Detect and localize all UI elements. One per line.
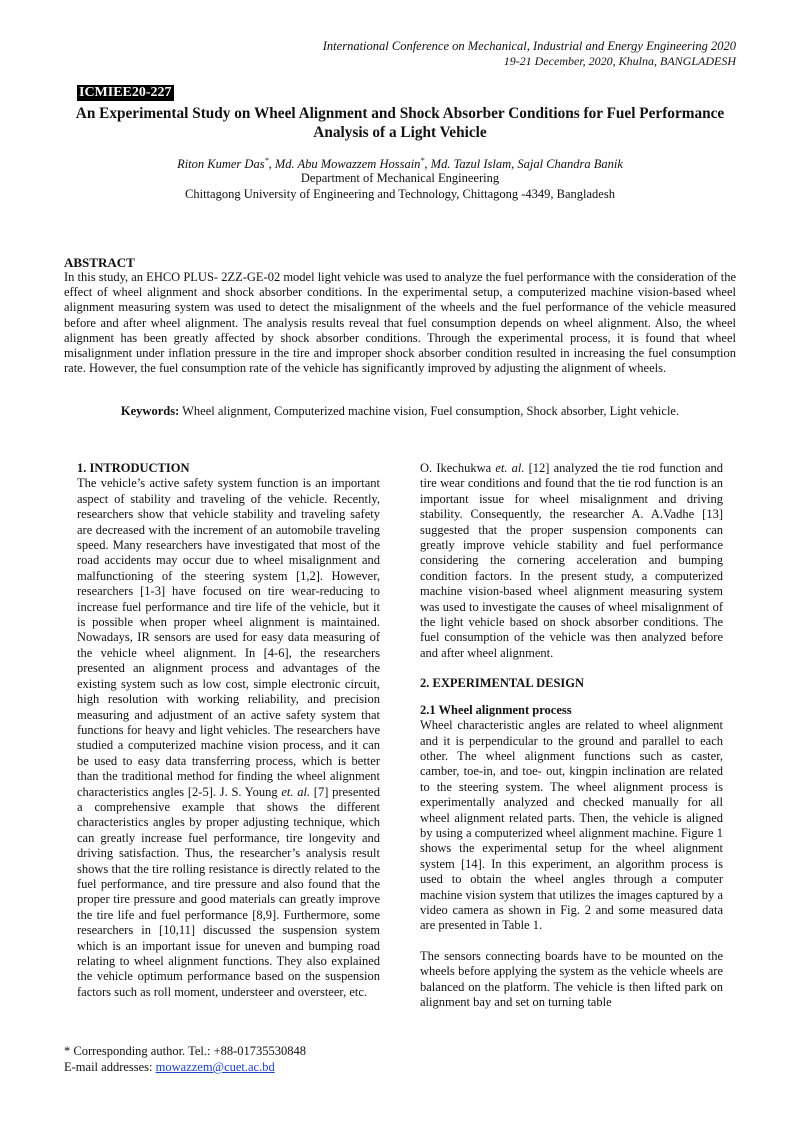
left-column xyxy=(77,461,380,1000)
author-2: , Md. Abu Mowazzem Hossain xyxy=(268,157,421,172)
intro-p2-part-a: O. Ikechukwa xyxy=(420,461,496,475)
keywords-label: Keywords: xyxy=(120,404,180,418)
introduction-heading: 1. INTRODUCTION xyxy=(77,461,190,475)
wheel-alignment-paragraph: Wheel characteristic angles are related to wheel alignment and it is perpendicular to the ground and parallel to each other. The wheel alignment functions such as caster, camber, toe-in, and toe- out, kingpin inclination are related to the steering system. The wheel alignment process is experimentally analyzed and checked manually for all wheel alignment related parts. Then, the vehicle is aligned by using a computerized wheel alignment machine. Figure 1 shows the experimental setup for the wheel alignment system [14]. In this experiment, an algorithm process is used to obtain the wheel angles through a computer machine vision system that utilizes the images captured by a video camera as shown in Fig. 2 and some measured data are presented in Table 1. xyxy=(420,718,723,933)
email-line xyxy=(64,1059,306,1075)
sensors-paragraph: The sensors connecting boards have to be mounted on the wheels before applying the system as the vehicle wheels are balanced on the platform. The vehicle is then lifted park on alignment bay and set on turning table xyxy=(420,948,723,1009)
university: Chittagong University of Engineering and Technology, Chittagong -4349, Bangladesh xyxy=(185,187,615,201)
conference-name: International Conference on Mechanical, Industrial and Energy Engineering 2020 xyxy=(322,39,736,53)
keywords-list: Wheel alignment, Computerized machine vision, Fuel consumption, Shock absorber, Light vehicle. xyxy=(179,404,680,418)
corresponding-mark-1: * xyxy=(264,156,269,165)
introduction-paragraph-2 xyxy=(420,461,723,661)
author-1: Riton Kumer Das xyxy=(177,157,265,172)
intro-p2-etal: et. al. xyxy=(495,461,525,475)
department: Department of Mechanical Engineering xyxy=(300,171,500,185)
intro-text-part-b: [7] presented a comprehensive example that shows the different characteristics angles by proper adjusting technique, which can greatly increase fuel performance, tire longevity and driving satisfaction. Thus, the researcher’s analysis result shows that the tire rolling resistance is directly related to the fuel performance, and tire pressure and also found that the proper tire pressure and good materials can greatly improve the tire life and fuel performance [8,9]. Furthermore, some researchers in [10,11] discussed the suspension system which is an important issue for uneven and bumping road relating to wheel alignment functions. They also explained the vehicle optimum performance based on the suspension factors such as roll moment, understeer and oversteer, etc. xyxy=(77,784,380,999)
other-authors: , Md. Tazul Islam, Sajal Chandra Banik xyxy=(424,157,623,172)
intro-etal: et. al. xyxy=(281,784,311,799)
conference-date-place: 19-21 December, 2020, Khulna, BANGLADESH xyxy=(503,54,736,68)
abstract-text: In this study, an EHCO PLUS- 2ZZ-GE-02 model light vehicle was used to analyze the fuel performance with the consideration of the effect of wheel alignment and shock absorber conditions. In the experimental setup, a computerized machine vision-based wheel alignment measuring system was used to detect the misalignment of the wheels and the fuel performance of the vehicle measured before and after wheel alignment. The analysis results reveal that fuel consumption depends on wheel alignment. Also, the wheel alignment has been greatly affected by shock absorber conditions. Through the experimental process, it is found that wheel misalignment under inflation pressure in the tire and improper shock absorber condition resulted in increasing the fuel consumption rate. However, the fuel consumption rate of the vehicle has significantly improved by adjusting the alignment of wheels. xyxy=(64,270,736,376)
email-link[interactable]: mowazzem@cuet.ac.bd xyxy=(155,1060,275,1074)
footnote xyxy=(64,1043,306,1075)
introduction-paragraph-1 xyxy=(77,476,380,1000)
corresponding-author-note: * Corresponding author. Tel.: +88-01735530848 xyxy=(64,1044,307,1058)
email-label: E-mail addresses: xyxy=(64,1060,156,1074)
abstract-heading: ABSTRACT xyxy=(64,255,135,270)
paper-id-badge: ICMIEE20-227 xyxy=(79,85,172,100)
keywords xyxy=(64,403,736,419)
intro-p2-part-b: [12] analyzed the tie rod function and tire wear conditions and found that the tie rod function is an important issue for wheel misalignment and driving stability. Consequently, the researcher A. A.Vadhe [13] suggested that the proper suspension components can greatly improve vehicle stability and fuel performance considering the cornering acceleration and bumping condition factors. In the present study, a computerized machine vision-based wheel alignment measuring system was used to investigate the causes of wheel misalignment of the light vehicle based on shock absorber conditions. The fuel consumption of the vehicle was then analyzed before and after wheel alignment. xyxy=(420,461,723,660)
experimental-design-heading: 2. EXPERIMENTAL DESIGN xyxy=(420,676,585,691)
corresponding-mark-2: * xyxy=(420,156,425,165)
wheel-alignment-subheading: 2.1 Wheel alignment process xyxy=(420,702,572,717)
right-column xyxy=(420,461,723,1010)
paper-title: An Experimental Study on Wheel Alignment and Shock Absorber Conditions for Fuel Performance Analysis of a Light Vehicle xyxy=(75,105,725,141)
intro-text-part-a: The vehicle’s active safety system function is an important aspect of stability and traveling of the vehicle. Recently, researchers show that vehicle stability and traveling safety are decreased with the increment of an automobile traveling speed. Many researchers have investigated that most of the road accidents may occur due to wheel misalignment and malfunctioning of the steering system [1,2]. However, researchers [1-3] have focused on tire wear-reducing to increase fuel performance and tire life of the vehicle, but it is possible when proper wheel alignment is maintained. Nowadays, IR sensors are used for easy data measuring of the vehicle wheel alignment. In [4-6], the researchers presented an alignment process and advantages of the existing system such as low cost, simple electronic circuit, high resolution with working reliability, and precision measuring and adjustment of an active safety system that functions for heavy and light vehicles. The researchers have studied a computerized machine vision process, and it can be used to easy data transferring process, which is better than the traditional method for finding the wheel alignment characteristics angles [2-5]. J. S. Young xyxy=(77,476,380,799)
